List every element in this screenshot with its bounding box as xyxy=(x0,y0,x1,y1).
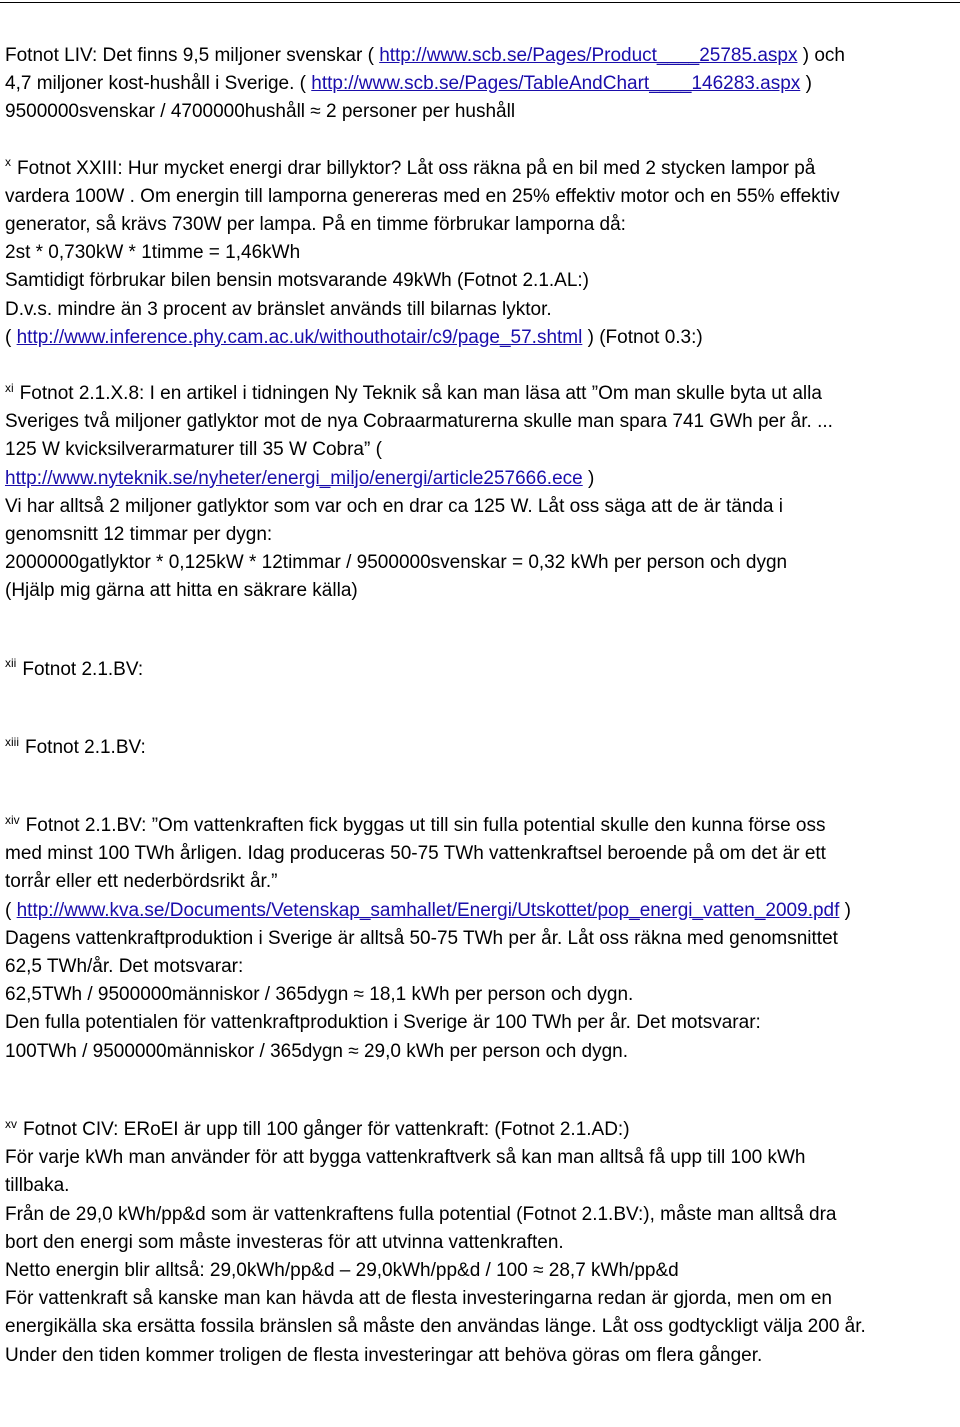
scb-product-link[interactable]: http://www.scb.se/Pages/Product____25785.aspx xyxy=(379,45,798,66)
footnote-xii: $^{xii}$ Fotnot 2.1.BV: xyxy=(5,656,144,680)
kva-link[interactable]: http://www.kva.se/Documents/Vetenskap_samhallet/Energi/Utskottet/pop_energi_vatten_2009.pdf xyxy=(16,899,840,921)
footnote-marker: xiv xyxy=(5,812,20,827)
footnote-xiv: $^{xiv}$ Fotnot 2.1.BV: ”Om vattenkraften fick byggas ut till sin fulla potential skulle den kunna förse oss med minst 100 TWh årligen. Idag produceras 50-75 TWh vattenkraftsel beroende på om det är ett torrår eller ett nederbördsrikt år.” ( http://www.kva.se/Documents/Vetenskap_samhallet/Energi/Utskottet/pop_energi_vatten_2009.pdf ) Dagens vattenkraftproduktion i Sverige är alltså 50-75 TWh per år. Låt oss räkna med genomsnittet 62,5 TWh/år. Det motsvarar: 62,5TWh / 9500000människor / 365dygn ≈ 18,1 kWh per person och dygn. Den fulla potentialen för vattenkraftproduktion i Sverige är 100 TWh per år. Det motsvarar: 100TWh / 9500000människor / 365dygn ≈ 29,0 kWh per person och dygn. xyxy=(5,812,851,1062)
footnote-x: $^x$ Fotnot XXIII: Hur mycket energi drar billyktor? Låt oss räkna på en bil med 2 stycken lampor på vardera 100W . Om energin till lamporna genereras med en 25% effektiv motor och en 55% effektiv generator, så krävs 730W per lampa. På en timme förbrukar lamporna då: 2st * 0,730kW * 1timme = 1,46kWh Samtidigt förbrukar bilen bensin motsvarande 49kWh (Fotnot 2.1.AL:) D.v.s. mindre än 3 procent av bränslet används till bilarnas lyktor. ( http://www.inference.phy.cam.ac.uk/withouthotair/c9/page_57.shtml ) (Fotnot 0.3:) xyxy=(5,155,840,348)
footnote-xi: $^{xi}$ Fotnot 2.1.X.8: I en artikel i tidningen Ny Teknik så kan man läsa att ”Om man skulle byta ut alla Sveriges två miljoner gatlyktor mot de nya Cobraarmaturerna skulle man spara 741 GWh per år. ... 125 W kvicksilverarmaturer till 35 W Cobra” ( http://www.nyteknik.se/nyheter/energi_miljo/energi/article257666.ece ) Vi har alltså 2 miljoner gatlyktor som var och en drar ca 125 W. Låt oss säga att de är tända i genomsnitt 12 timmar per dygn: 2000000gatlyktor * 0,125kW * 12timmar / 9500000svenskar = 0,32 kWh per person och dygn (Hjälp mig gärna att hitta en säkrare källa) xyxy=(5,380,833,602)
scb-table-link[interactable]: http://www.scb.se/Pages/TableAndChart____146283.aspx xyxy=(311,73,801,95)
footnote-marker: xi xyxy=(5,380,14,395)
footnote-marker: xv xyxy=(5,1116,17,1131)
footnotes-page xyxy=(5,42,955,1370)
nyteknik-link[interactable]: http://www.nyteknik.se/nyheter/energi_miljo/energi/article257666.ece xyxy=(5,467,583,489)
footnote-liv: Fotnot LIV: Det finns 9,5 miljoner svenskar ( http://www.scb.se/Pages/Product____25785.aspx ) och 4,7 miljoner kost-hushåll i Sverige. ( http://www.scb.se/Pages/TableAndChart____146283.aspx ) 9500000svenskar / 4700000hushåll ≈ 2 personer per hushåll xyxy=(5,45,845,123)
footnote-marker: xiii xyxy=(5,734,19,749)
footnote-marker: xii xyxy=(5,656,17,671)
footnote-marker: x xyxy=(5,155,11,170)
inference-link[interactable]: http://www.inference.phy.cam.ac.uk/withouthotair/c9/page_57.shtml xyxy=(16,326,583,348)
top-rule xyxy=(0,2,960,3)
footnote-xv: $^{xv}$ Fotnot CIV: ERoEI är upp till 100 gånger för vattenkraft: (Fotnot 2.1.AD:) För varje kWh man använder för att bygga vattenkraftverk så kan man alltså få upp till 100 kWh tillbaka. Från de 29,0 kWh/pp&d som är vattenkraftens fulla potential (Fotnot 2.1.BV:), måste man alltså dra bort den energi som måste investeras för att utvinna vattenkraften. Netto energin blir alltså: 29,0kWh/pp&d – 29,0kWh/pp&d / 100 ≈ 28,7 kWh/pp&d För vattenkraft så kanske man kan hävda att de flesta investeringarna redan är gjorda, men om en energikälla ska ersätta fossila bränslen så måste den användas länge. Låt oss godtyckligt välja 200 år. Under den tiden kommer troligen de flesta investeringar att behöva göras om flera gånger. xyxy=(5,1116,866,1366)
footnote-xiii: $^{xiii}$ Fotnot 2.1.BV: xyxy=(5,734,146,758)
